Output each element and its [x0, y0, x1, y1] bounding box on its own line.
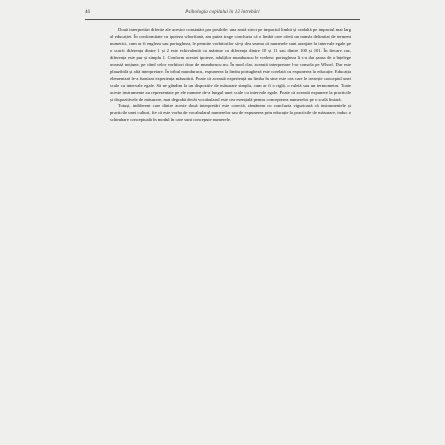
paragraph-1: Două interpretări diferite ale acestor constatări par posibile: una arată strict pe impactul limbii și cealaltă pe impactul mai larg al educației. În conformitate cu ipoteza whorfiană, am putea trage concluzia că o limbă care oferă un număr delimitat de termeni numerici, cum ar fi engleza sau portugheza, le permite vorbitorilor să-și dea seama că numerele sunt aranjate la intervale egale pe o scară: diferența dintre 1 și 2 este echivalentă cu mărime cu diferența dintre 10 și 11 sau dintre 100 și 101. În fiecare caz, diferența este pur și simplu 1. Conform acestei ipoteze, adulților mundurucu le vorbesc portugheza li s-a dat șansa de a înțelege această noțiune, pe când celor vorbitori doar de mundurucu nu. În mod clar, această interpretare l-ar consola pe Whorf. Dar este plauzibilă și altă interpretare. În tribul mundurucu, expunerea la limba portugheză este corelată cu expunerea la educație. Educația elementară le-a furnizat experiența măsurării. Poate că această experiență nu limba în sine este cea care le trezește conceptul unei scale cu intervale egale. Să ne gândim la un dispozitiv de măsurare simplu, cum ar fi o riglă, o ruletă sau un termometru. Toate aceste instrumente au reprezentate pe ele numere de-a lungul unei scale cu intervale egale. Poate că această expunere la practicile și dispozitivele de măsurare, mai degrabă decât vocabularul este cea esențială pentru concepterea numerelor pe o scală liniară.: [110, 27, 351, 102]
body-text: [110, 27, 351, 437]
running-title: Psihologia copilului în 12 întrebări: [185, 9, 260, 15]
paragraph-2: Totuși, indiferent care dintre aceste două interpretări este corectă, rămânem cu concluzia vigurioasă că instrumentele și practicile unei culturi, fie că este vorba de vocabularul numerelor sau de expunerea prin educație la practicile de măsurare, induc o schimbare conceptuală în modul în care sunt concepute numerele.: [110, 103, 351, 123]
running-header: [85, 7, 360, 17]
header-rule: [85, 19, 360, 20]
page-number: 46: [85, 9, 90, 15]
